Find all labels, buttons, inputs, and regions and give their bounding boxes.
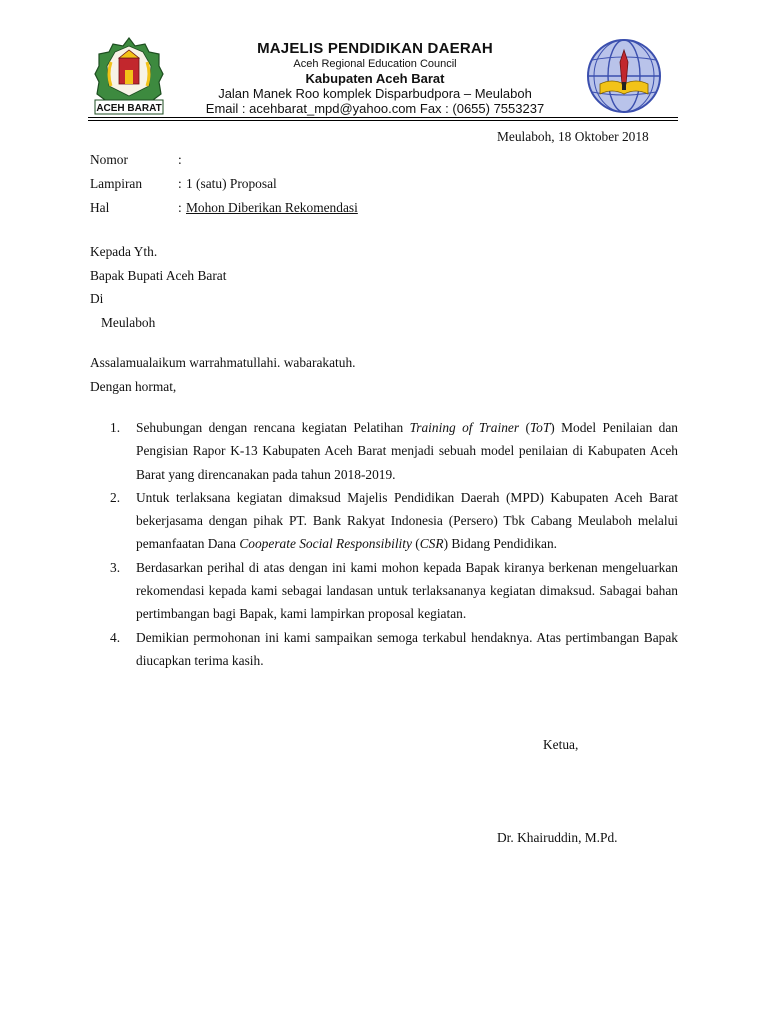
letter-points [110,416,678,672]
meta-row-nomor [90,151,358,175]
logo-caption: ACEH BARAT [96,103,162,114]
meta-key-lampiran: Lampiran [90,176,143,191]
regency-name: Kabupaten Aceh Barat [305,71,445,86]
letterhead [175,40,575,116]
aceh-barat-logo [89,36,169,116]
recipient-line-3: Di [90,291,104,306]
org-name: MAJELIS PENDIDIKAN DAERAH [257,40,493,57]
list-item [110,556,678,626]
point-text: Demikian permohonan ini kami sampaikan semoga terkabul hendaknya. Atas pertimbangan Bapak diucapkan terima kasih. [136,629,678,668]
meta-row-lampiran [90,175,358,199]
list-item [110,416,678,486]
greeting-hormat: Dengan hormat, [90,378,177,394]
point-text: Untuk terlaksana kegiatan dimaksud Majelis Pendidikan Daerah (MPD) Kabupaten Aceh Barat bekerjasama dengan pihak PT. Bank Rakyat Indonesia (Persero) Tbk Cabang Meulaboh melalui pemanfaatan Dana Cooperate Social Responsibility (CSR) Bidang Pendidikan. [136,489,678,552]
meta-value-lampiran: 1 (satu) Proposal [186,176,277,191]
point-number: 4. [110,629,121,645]
letterhead-rule-thick [88,117,678,118]
org-address: Jalan Manek Roo komplek Disparbudpora – Meulaboh [218,86,532,101]
meta-separator: : [178,176,182,191]
mpd-globe-logo [584,38,664,114]
meta-separator: : [178,200,182,215]
signature-title: Ketua, [543,737,579,752]
point-number: 1. [110,420,121,435]
greeting-salam: Assalamualaikum warrahmatullahi. wabarakatuh. [90,355,356,370]
letterhead-rule-thin [88,120,678,121]
meta-row-hal [90,199,358,223]
list-item [110,486,678,556]
meta-key-nomor: Nomor [90,152,128,167]
letter-date: Meulaboh, 18 Oktober 2018 [497,129,649,144]
list-item [110,626,678,673]
point-number: 2. [110,489,121,505]
recipient-line-1: Kepada Yth. [90,244,158,259]
meta-key-hal: Hal [90,200,110,215]
recipient-line-4: Meulaboh [101,314,156,330]
point-text: Berdasarkan perihal di atas dengan ini kami mohon kepada Bapak kiranya berkenan mengeluarkan rekomendasi kepada kami sebagai landasan untuk terlaksananya kegiatan dimaksud. Sabagai bahan pertimbangan bagi Bapak, kami lampirkan proposal kegiatan. [136,559,678,622]
recipient-block [90,240,226,334]
point-number: 3. [110,559,121,575]
letter-meta [90,151,358,223]
recipient-line-2: Bapak Bupati Aceh Barat [90,267,227,283]
greeting-block [90,351,356,398]
point-text: Sehubungan dengan rencana kegiatan Pelatihan Training of Trainer (ToT) Model Penilaian dan Pengisian Rapor K-13 Kabupaten Aceh Barat menjadi sebuah model penilaian di Kabupaten Aceh Barat yang direncanakan pada tahun 2018-2019. [136,420,678,482]
meta-separator: : [178,152,182,167]
org-contact: Email : acehbarat_mpd@yahoo.com Fax : (0655) 7553237 [205,101,545,116]
org-name-english: Aceh Regional Education Council [293,58,457,70]
signature-name: Dr. Khairuddin, M.Pd. [497,830,618,845]
meta-value-hal: Mohon Diberikan Rekomendasi [186,200,358,215]
